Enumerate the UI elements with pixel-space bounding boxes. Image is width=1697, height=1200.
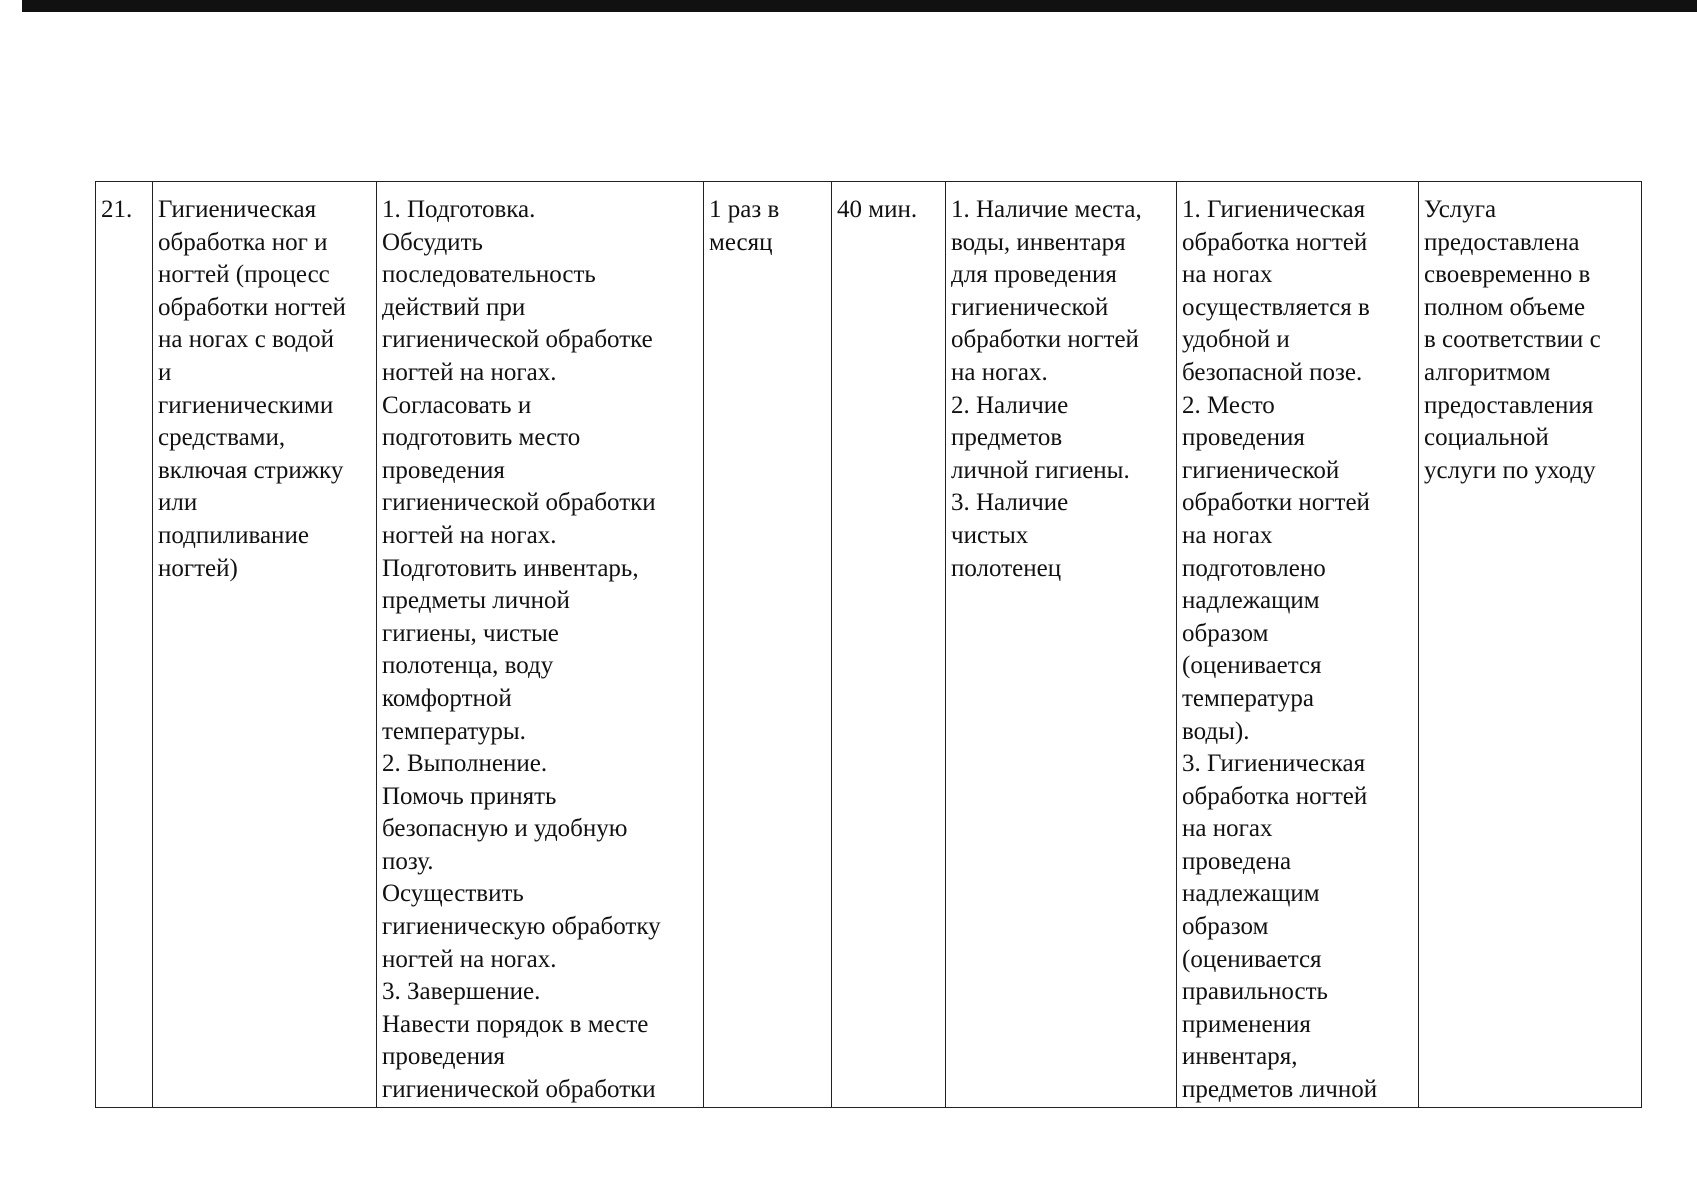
service-table [95, 181, 1642, 1108]
quality-indicators-cell: 1. Гигиеническая обработка ногтей на ногах осуществляется в удобной и безопасной позе. 2. Место проведения гигиенической обработки ногтей на ногах подготовлено надлежащим образом (оценивается температура воды). 3. Гигиеническая обработка ногтей на ногах проведена надлежащим образом (оценивается правильность применения инвентаря, предметов личной [1177, 182, 1419, 1108]
service-content-cell: 1. Подготовка. Обсудить последовательность действий при гигиенической обработке ногтей на ногах. Согласовать и подготовить место проведения гигиенической обработки ногтей на ногах. Подготовить инвентарь, предметы личной гигиены, чистые полотенца, воду комфортной температуры. 2. Выполнение. Помочь принять безопасную и удобную позу. Осуществить гигиеническую обработку ногтей на ногах. 3. Завершение. Навести порядок в месте проведения гигиенической обработки [377, 182, 704, 1108]
scan-top-edge [22, 0, 1697, 12]
duration-cell: 40 мин. [832, 182, 946, 1108]
frequency-cell: 1 раз в месяц [704, 182, 832, 1108]
table-row [96, 182, 1642, 1108]
result-cell: Услуга предоставлена своевременно в полном объеме в соответствии с алгоритмом предоставления социальной услуги по уходу [1419, 182, 1642, 1108]
row-number-cell: 21. [96, 182, 153, 1108]
service-name-cell: Гигиеническая обработка ног и ногтей (процесс обработки ногтей на ногах с водой и гигиеническими средствами, включая стрижку или подпиливание ногтей) [153, 182, 377, 1108]
conditions-cell: 1. Наличие места, воды, инвентаря для проведения гигиенической обработки ногтей на ногах. 2. Наличие предметов личной гигиены. 3. Наличие чистых полотенец [946, 182, 1177, 1108]
